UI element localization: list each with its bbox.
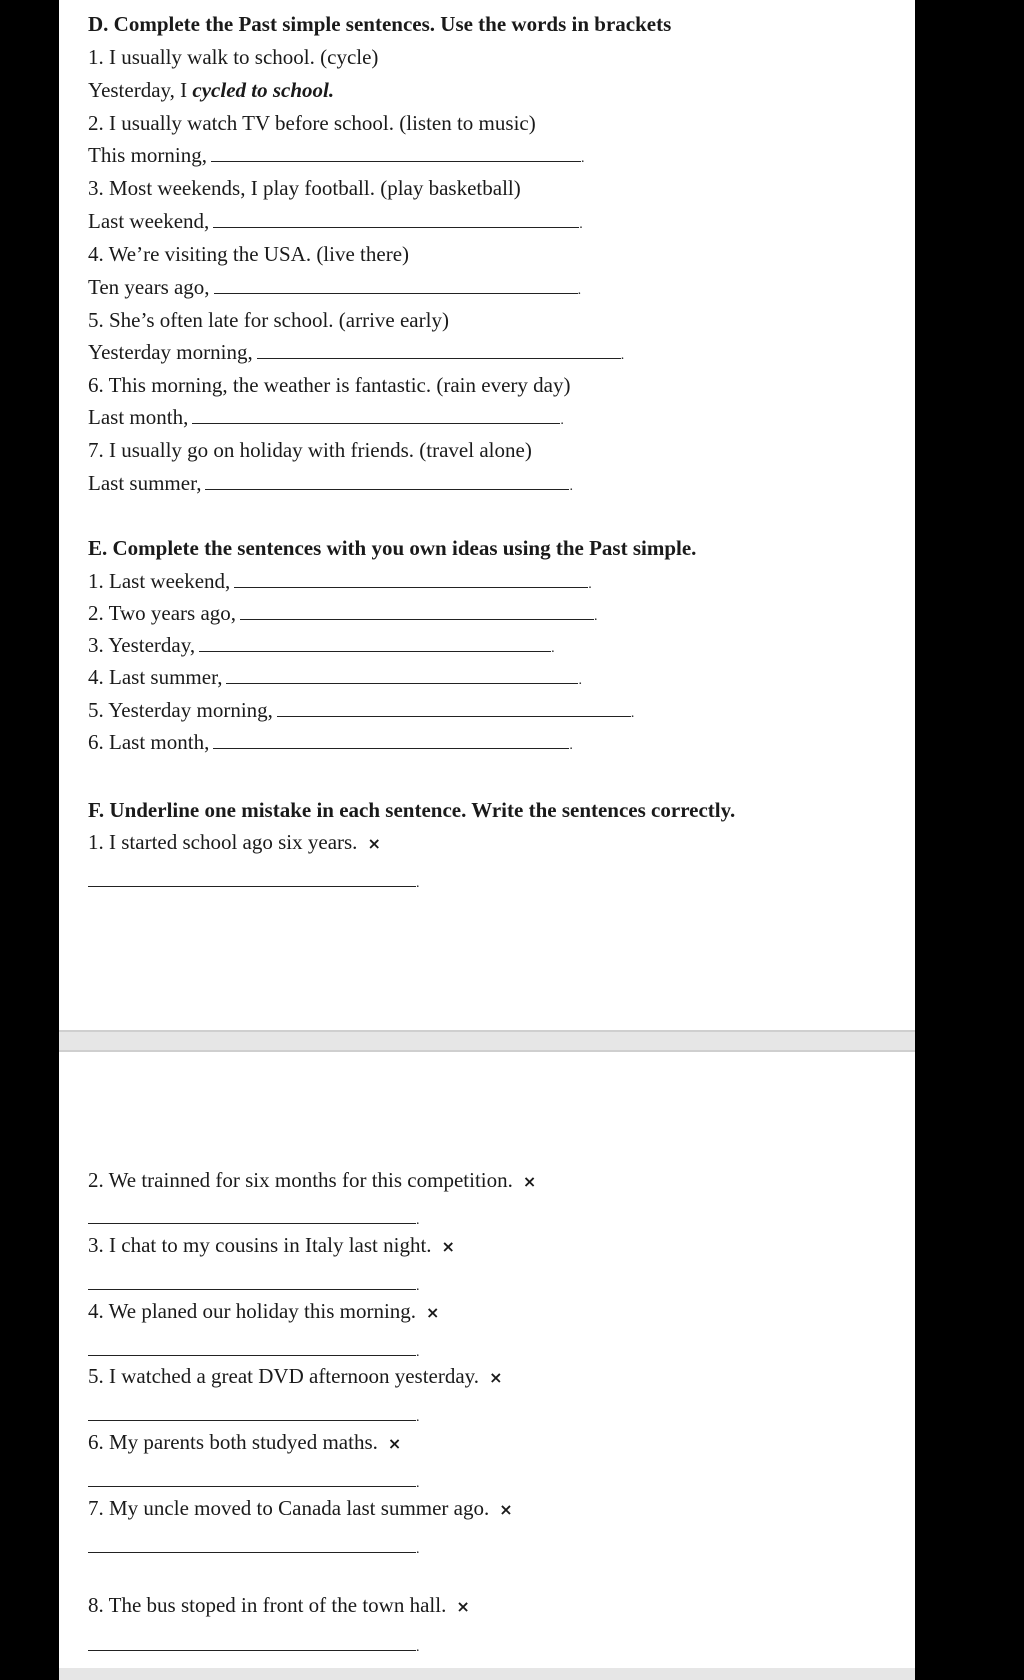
sentence-text: 7. My uncle moved to Canada last summer ago. [88, 1496, 490, 1520]
example-lead: Yesterday, I [88, 78, 188, 102]
answer-blank[interactable] [88, 1470, 416, 1487]
answer-lead: Last summer, [88, 471, 202, 495]
page-separator [59, 1030, 915, 1052]
answer-lead: Last weekend, [88, 209, 210, 233]
wrong-mark-icon: × [489, 1368, 503, 1387]
answer-lead: 6. Last month, [88, 730, 210, 754]
section-e-item-6: 6. Last month, . [88, 730, 573, 754]
answer-blank[interactable] [240, 603, 594, 620]
section-d-item-2-prompt: 2. I usually watch TV before school. (listen to music) [88, 111, 536, 135]
section-f-item-5 [88, 1363, 502, 1391]
section-d-heading: D. Complete the Past simple sentences. Use the words in brackets [88, 12, 672, 36]
section-e-item-5: 5. Yesterday morning, . [88, 698, 635, 722]
answer-blank[interactable] [205, 473, 569, 490]
answer-blank[interactable] [226, 667, 578, 684]
answer-blank[interactable] [234, 571, 588, 588]
section-f-item-4 [88, 1298, 439, 1326]
section-f-item-1 [88, 829, 381, 857]
wrong-mark-icon: × [499, 1500, 513, 1519]
wrong-mark-icon: × [522, 1172, 537, 1191]
section-e-item-4: 4. Last summer, . [88, 665, 582, 689]
answer-blank[interactable] [213, 211, 579, 228]
answer-lead: 4. Last summer, [88, 665, 223, 689]
worksheet-page-2 [59, 1052, 915, 1672]
section-f-item-1-answer-line: . [88, 870, 420, 892]
answer-blank[interactable] [88, 1634, 416, 1651]
sentence-text: 3. I chat to my cousins in Italy last night. [88, 1233, 432, 1257]
section-d-item-4-answer-line: Ten years ago, . [88, 275, 582, 299]
answer-blank[interactable] [277, 700, 631, 717]
section-d-item-3-prompt: 3. Most weekends, I play football. (play basketball) [88, 176, 521, 200]
section-d-item-4-prompt: 4. We’re visiting the USA. (live there) [88, 242, 410, 266]
answer-blank[interactable] [88, 1536, 416, 1553]
section-f-item-7 [88, 1495, 513, 1523]
section-f-item-7-answer-line: . [88, 1536, 420, 1558]
wrong-mark-icon: × [387, 1434, 402, 1453]
answer-blank[interactable] [88, 1273, 416, 1290]
answer-blank[interactable] [88, 1207, 416, 1224]
sentence-text: 6. My parents both studyed maths. [88, 1430, 378, 1454]
section-e-item-3: 3. Yesterday, . [88, 633, 555, 657]
section-d-item-5-answer-line: Yesterday morning, . [88, 340, 625, 364]
answer-lead: 2. Two years ago, [88, 601, 237, 625]
wrong-mark-icon: × [441, 1237, 455, 1256]
answer-blank[interactable] [257, 342, 621, 359]
answer-blank[interactable] [214, 277, 578, 294]
section-e-item-1: 1. Last weekend, . [88, 569, 592, 593]
section-d-item-6-prompt: 6. This morning, the weather is fantastic. (rain every day) [88, 373, 571, 397]
wrong-mark-icon: × [426, 1303, 440, 1322]
answer-lead: 3. Yesterday, [88, 633, 196, 657]
section-f-item-3 [88, 1232, 455, 1260]
section-f-item-4-answer-line: . [88, 1339, 420, 1361]
section-f-item-8 [88, 1592, 470, 1620]
section-d-item-5-prompt: 5. She’s often late for school. (arrive early) [88, 308, 449, 332]
answer-lead: 5. Yesterday morning, [88, 698, 273, 722]
example-answer: cycled to school. [192, 78, 335, 102]
answer-lead: Yesterday morning, [88, 340, 253, 364]
section-f-item-5-answer-line: . [88, 1404, 420, 1426]
section-f-item-6 [88, 1429, 401, 1457]
sentence-text: 2. We trainned for six months for this competition. [88, 1168, 513, 1192]
answer-lead: Ten years ago, [88, 275, 210, 299]
section-f-item-8-answer-line: . [88, 1634, 420, 1656]
answer-blank[interactable] [88, 1339, 416, 1356]
wrong-mark-icon: × [367, 834, 381, 853]
answer-blank[interactable] [199, 635, 551, 652]
section-d-item-2-answer-line: This morning, . [88, 143, 585, 167]
sentence-text: 5. I watched a great DVD afternoon yesterday. [88, 1364, 480, 1388]
section-f-item-2-answer-line: . [88, 1207, 420, 1229]
section-f-item-6-answer-line: . [88, 1470, 420, 1492]
answer-lead: 1. Last weekend, [88, 569, 231, 593]
sentence-text: 8. The bus stoped in front of the town hall. [88, 1593, 447, 1617]
answer-blank[interactable] [88, 870, 416, 887]
section-f-heading: F. Underline one mistake in each sentence. Write the sentences correctly. [88, 798, 736, 822]
answer-lead: Last month, [88, 405, 189, 429]
section-d-item-6-answer-line: Last month, . [88, 405, 564, 429]
section-d-item-7-answer-line: Last summer, . [88, 471, 573, 495]
section-d-item-7-prompt: 7. I usually go on holiday with friends. (travel alone) [88, 438, 532, 462]
answer-blank[interactable] [192, 407, 560, 424]
sentence-text: 4. We planed our holiday this morning. [88, 1299, 417, 1323]
section-f-item-2 [88, 1167, 536, 1195]
sentence-text: 1. I started school ago six years. [88, 830, 358, 854]
section-d-item-3-answer-line: Last weekend, . [88, 209, 583, 233]
section-e-heading: E. Complete the sentences with you own ideas using the Past simple. [88, 536, 697, 560]
section-f-item-3-answer-line: . [88, 1273, 420, 1295]
section-e-item-2: 2. Two years ago, . [88, 601, 598, 625]
section-d-example-answer-line [88, 77, 334, 103]
answer-blank[interactable] [213, 732, 569, 749]
answer-blank[interactable] [88, 1404, 416, 1421]
page-bottom-edge [59, 1668, 915, 1680]
answer-blank[interactable] [211, 145, 581, 162]
wrong-mark-icon: × [456, 1597, 470, 1616]
answer-lead: This morning, [88, 143, 207, 167]
section-d-example-prompt: 1. I usually walk to school. (cycle) [88, 45, 379, 69]
